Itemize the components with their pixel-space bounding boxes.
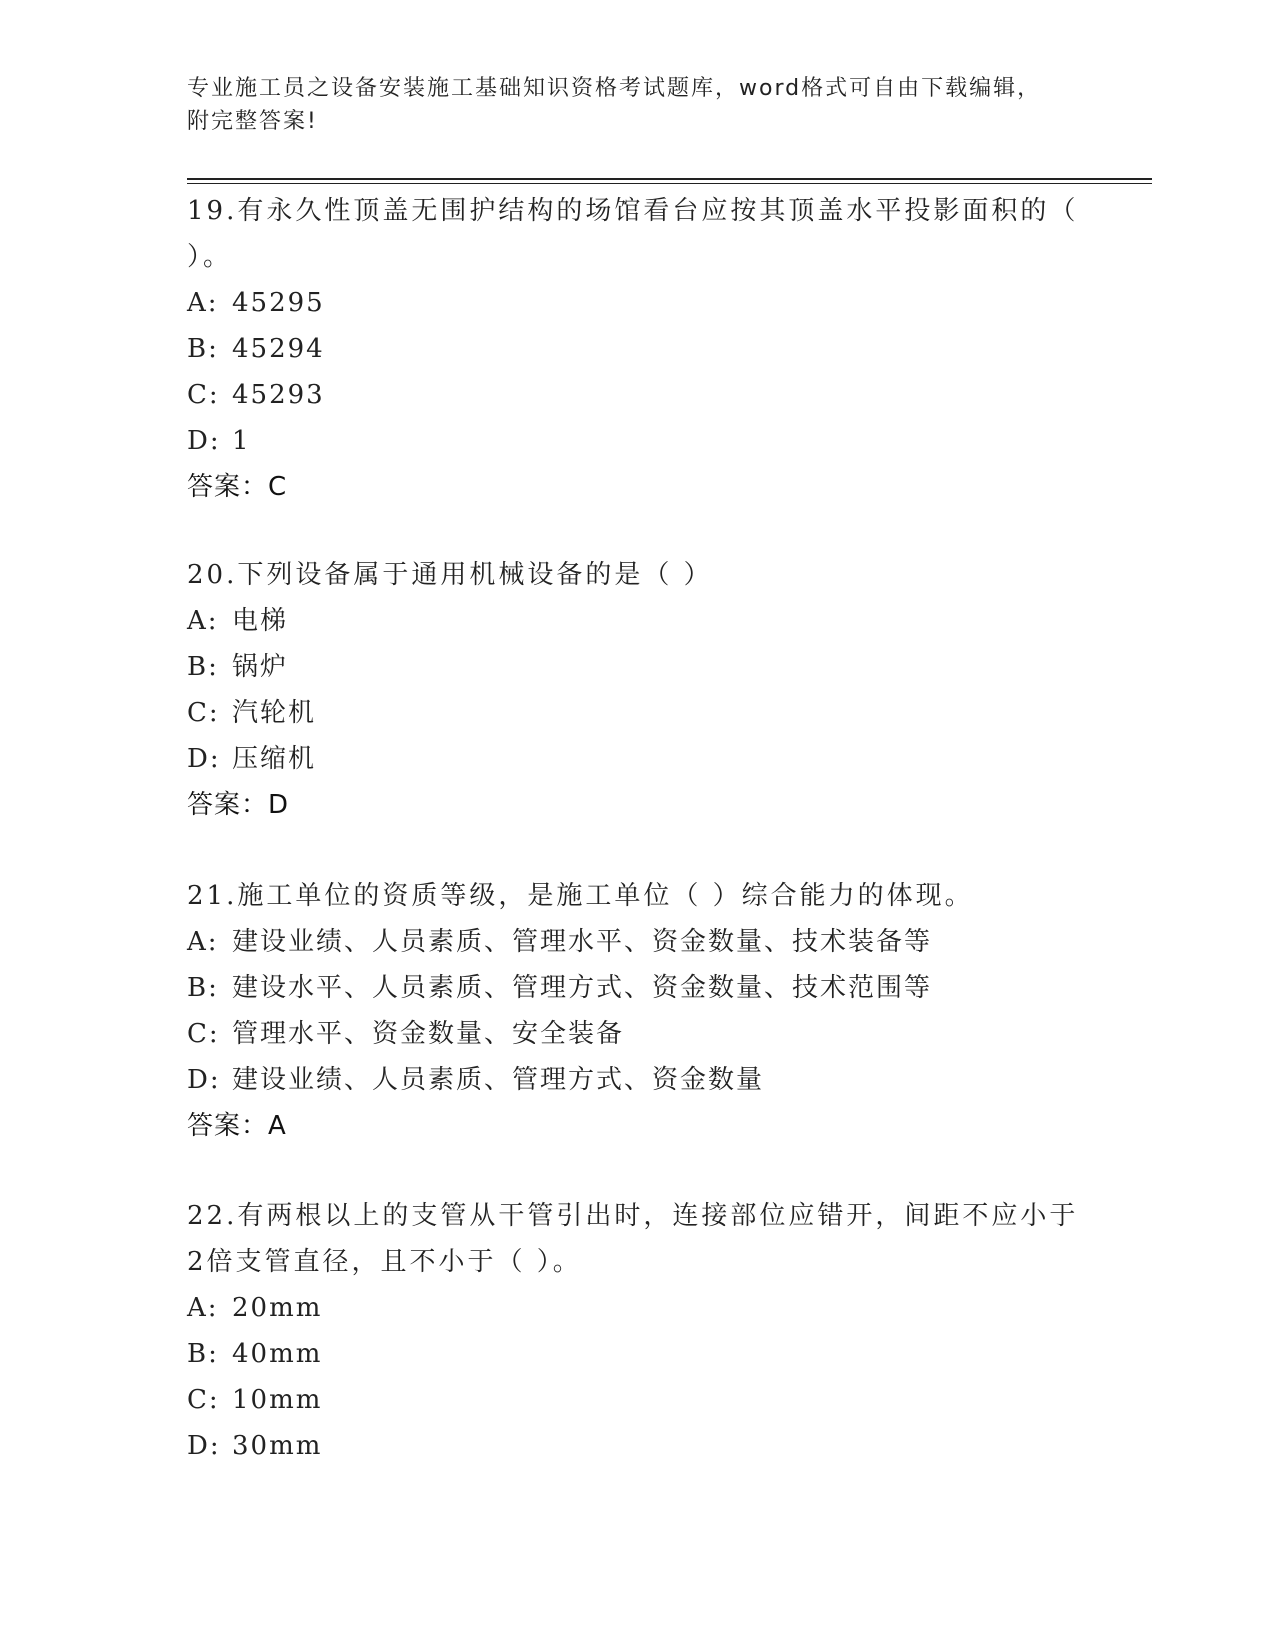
option-c [187, 372, 1087, 418]
option-text: 建设水平、人员素质、管理方式、资金数量、技术范围等 [232, 973, 933, 1003]
option-text: 电梯 [232, 606, 289, 636]
option-a [187, 919, 1087, 965]
question-stem-line-2: 2倍支管直径，且不小于（ ）。 [187, 1247, 582, 1277]
option-b [187, 326, 1087, 372]
option-text: 压缩机 [232, 744, 317, 774]
question-19 [187, 188, 1087, 510]
option-letter: D: [187, 1065, 221, 1095]
option-letter: A: [187, 1293, 219, 1323]
option-text: 管理水平、资金数量、安全装备 [232, 1019, 625, 1049]
option-d [187, 1057, 1087, 1103]
answer-line: 答案：C [187, 472, 288, 502]
option-text: 锅炉 [232, 652, 289, 682]
option-letter: C: [187, 1385, 220, 1415]
option-b [187, 965, 1087, 1011]
header-line-2: 附完整答案! [187, 109, 318, 134]
option-text: 建设业绩、人员素质、管理方式、资金数量 [232, 1065, 765, 1095]
option-b [187, 644, 1087, 690]
option-d [187, 1423, 1087, 1469]
question-stem [187, 552, 1087, 598]
question-stem-line-1: 21.施工单位的资质等级，是施工单位（ ）综合能力的体现。 [187, 881, 974, 911]
option-text: 30mm [232, 1431, 323, 1461]
option-letter: C: [187, 380, 220, 410]
question-stem-line-1: 20.下列设备属于通用机械设备的是（ ） [187, 560, 713, 590]
document-header [187, 72, 1067, 138]
option-text: 汽轮机 [232, 698, 317, 728]
option-a [187, 598, 1087, 644]
question-stem-line-2: ）。 [187, 242, 233, 272]
option-letter: D: [187, 744, 221, 774]
answer-line: 答案：D [187, 790, 290, 820]
option-letter: B: [187, 652, 219, 682]
question-22 [187, 1193, 1087, 1469]
option-d [187, 418, 1087, 464]
option-text: 10mm [232, 1385, 323, 1415]
option-b [187, 1331, 1087, 1377]
option-letter: D: [187, 1431, 221, 1461]
option-text: 45293 [232, 380, 325, 410]
option-letter: C: [187, 1019, 220, 1049]
answer-line: 答案：A [187, 1111, 287, 1141]
option-letter: D: [187, 426, 221, 456]
question-stem-line-1: 19.有永久性顶盖无围护结构的场馆看台应按其顶盖水平投影面积的（ [187, 196, 1079, 226]
question-stem [187, 873, 1087, 919]
option-letter: A: [187, 927, 219, 957]
option-text: 45294 [232, 334, 325, 364]
option-letter: B: [187, 1339, 219, 1369]
option-letter: A: [187, 288, 219, 318]
option-letter: A: [187, 606, 219, 636]
option-text: 20mm [232, 1293, 323, 1323]
option-c [187, 1011, 1087, 1057]
option-letter: B: [187, 973, 219, 1003]
question-stem [187, 188, 1087, 280]
option-text: 40mm [232, 1339, 323, 1369]
option-c [187, 1377, 1087, 1423]
option-letter: B: [187, 334, 219, 364]
option-text: 建设业绩、人员素质、管理水平、资金数量、技术装备等 [232, 927, 933, 957]
option-c [187, 690, 1087, 736]
option-d [187, 736, 1087, 782]
header-line-1: 专业施工员之设备安装施工基础知识资格考试题库，word格式可自由下载编辑， [187, 76, 1042, 101]
option-text: 1 [232, 426, 251, 456]
option-a [187, 280, 1087, 326]
option-text: 45295 [232, 288, 325, 318]
question-20 [187, 552, 1087, 828]
option-letter: C: [187, 698, 220, 728]
header-divider-thin [187, 183, 1152, 184]
option-a [187, 1285, 1087, 1331]
question-21 [187, 873, 1087, 1149]
question-stem [187, 1193, 1087, 1285]
header-divider-thick [187, 178, 1152, 180]
question-stem-line-1: 22.有两根以上的支管从干管引出时，连接部位应错开，间距不应小于 [187, 1201, 1079, 1231]
